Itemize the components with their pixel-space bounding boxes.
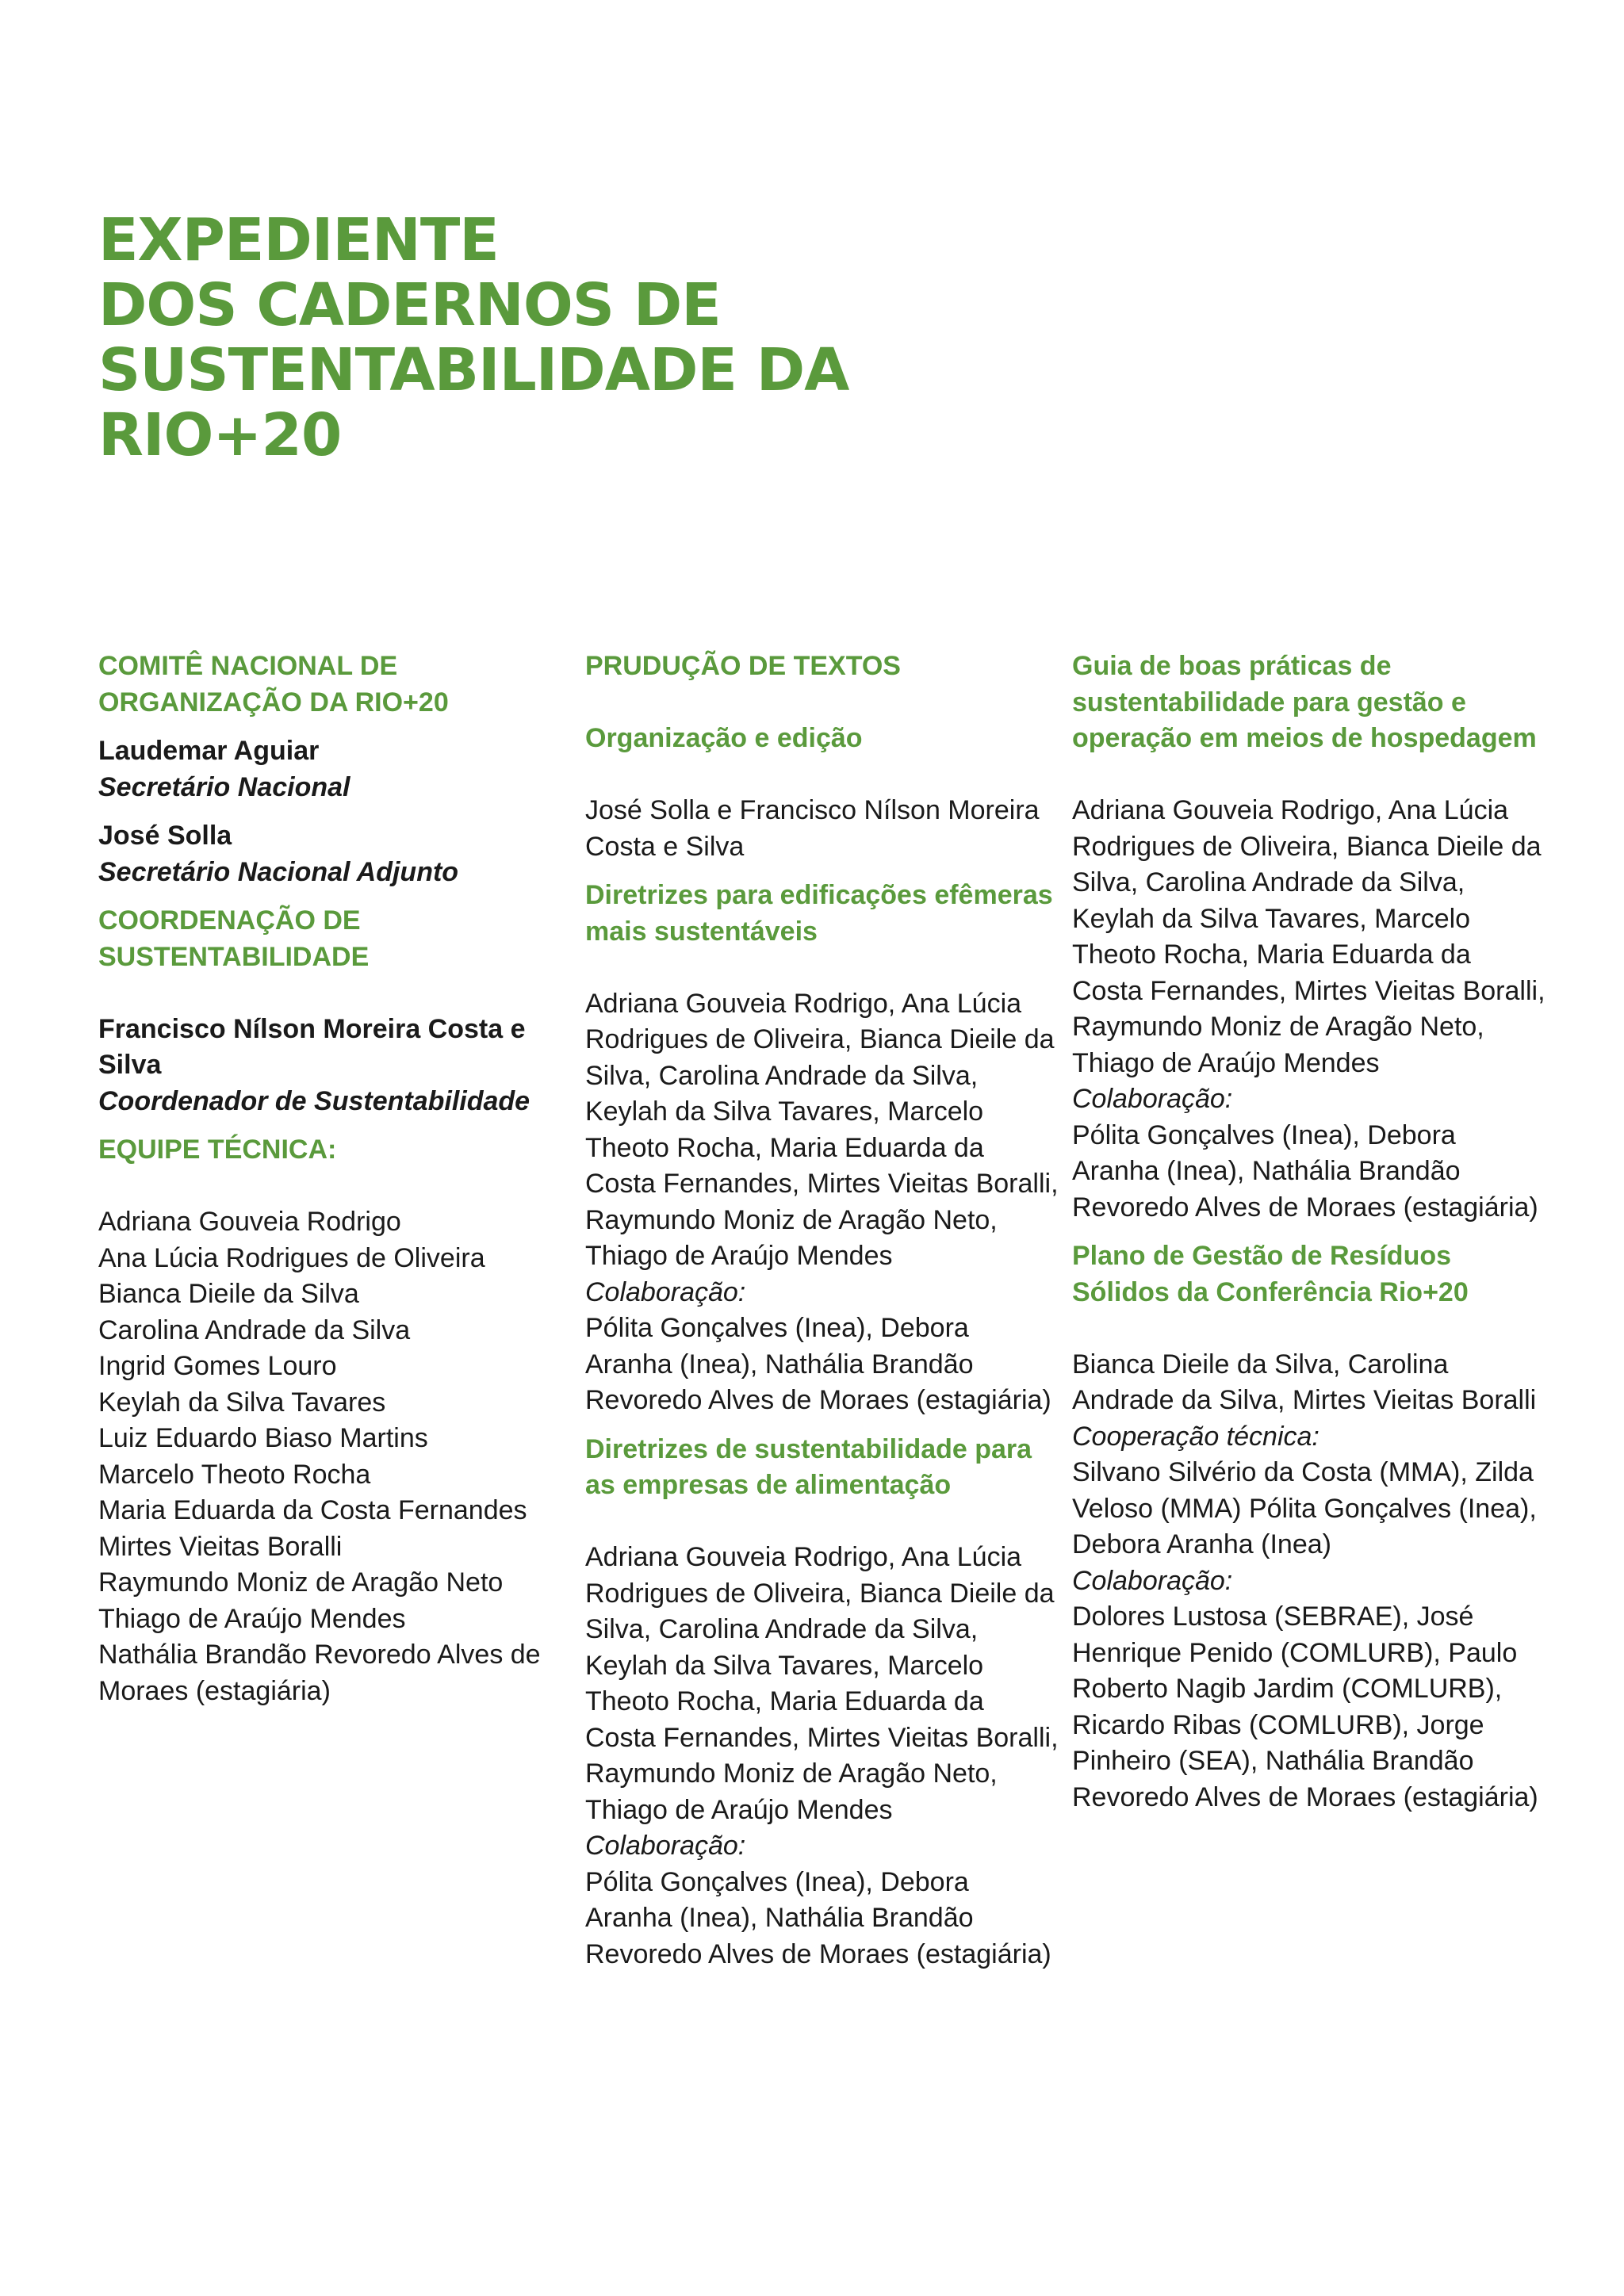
list-item: Thiago de Araújo Mendes [98, 1603, 406, 1634]
cooperacao-credits: Silvano Silvério da Costa (MMA), Zilda Veloso (MMA) Pólita Gonçalves (Inea), Debora Aranha (Inea) [1072, 1457, 1537, 1559]
organizacao-credits: José Solla e Francisco Nílson Moreira Costa e Silva [585, 795, 1040, 862]
column-guides [1072, 649, 1548, 1816]
title-line-2: DOS CADERNOS DE [98, 271, 721, 339]
hospedagem-credits: Adriana Gouveia Rodrigo, Ana Lúcia Rodrigues de Oliveira, Bianca Dieile da Silva, Carolina Andrade da Silva, Keylah da Silva Tavares, Marcelo Theoto Rocha, Maria Eduarda da Costa Fernandes, Mirtes Vieitas Boralli, Raymundo Moniz de Aragão Neto, Thiago de Araújo Mendes [1072, 795, 1545, 1078]
person-name: José Solla [98, 821, 232, 851]
section-heading-residuos: Plano de Gestão de Resíduos Sólidos da Conferência Rio+20 [1072, 1241, 1469, 1307]
section-heading-hospedagem: Guia de boas práticas de sustentabilidade para gestão e operação em meios de hospedagem [1072, 651, 1537, 753]
colaboracao-credits: Pólita Gonçalves (Inea), Debora Aranha (Inea), Nathália Brandão Revoredo Alves de Moraes (estagiária) [585, 1866, 1051, 1969]
alimentacao-credits: Adriana Gouveia Rodrigo, Ana Lúcia Rodrigues de Oliveira, Bianca Dieile da Silva, Carolina Andrade da Silva, Keylah da Silva Tavares, Marcelo Theoto Rocha, Maria Eduarda da Costa Fernandes, Mirtes Vieitas Boralli, Raymundo Moniz de Aragão Neto, Thiago de Araújo Mendes [585, 1542, 1059, 1825]
colaboracao-label: Colaboração: [1072, 1084, 1233, 1114]
page-title [98, 208, 848, 468]
colaboracao-label: Colaboração: [585, 1831, 746, 1861]
list-item: Carolina Andrade da Silva [98, 1314, 411, 1345]
column-text-production [585, 649, 1061, 1973]
person-role: Secretário Nacional [98, 771, 350, 802]
colaboracao-credits: Pólita Gonçalves (Inea), Debora Aranha (Inea), Nathália Brandão Revoredo Alves de Moraes (estagiária) [585, 1313, 1051, 1415]
edificacoes-credits: Adriana Gouveia Rodrigo, Ana Lúcia Rodrigues de Oliveira, Bianca Dieile da Silva, Carolina Andrade da Silva, Keylah da Silva Tavares, Marcelo Theoto Rocha, Maria Eduarda da Costa Fernandes, Mirtes Vieitas Boralli, Raymundo Moniz de Aragão Neto, Thiago de Araújo Mendes [585, 988, 1059, 1271]
person-role: Coordenador de Sustentabilidade [98, 1085, 530, 1116]
list-item: Ingrid Gomes Louro [98, 1351, 337, 1381]
column-committee [98, 649, 574, 1709]
person-name: Francisco Nílson Moreira Costa e Silva [98, 1013, 526, 1080]
section-heading-equipe: EQUIPE TÉCNICA: [98, 1135, 337, 1165]
list-item: Mirtes Vieitas Boralli [98, 1531, 343, 1562]
list-item: Nathália Brandão Revoredo Alves de Moraes (estagiária) [98, 1640, 541, 1706]
section-heading-organizacao: Organização e edição [585, 723, 863, 753]
list-item: Raymundo Moniz de Aragão Neto [98, 1567, 504, 1598]
person-name: Laudemar Aguiar [98, 736, 320, 766]
section-heading-producao: PRUDUÇÃO DE TEXTOS [585, 651, 901, 681]
list-item: Keylah da Silva Tavares [98, 1387, 386, 1418]
title-line-1: EXPEDIENTE [98, 206, 499, 274]
section-heading-edificacoes: Diretrizes para edificações efêmeras mais sustentáveis [585, 880, 1053, 947]
section-heading-comite: COMITÊ NACIONAL DE ORGANIZAÇÃO DA RIO+20 [98, 651, 449, 718]
colaboracao-credits: Pólita Gonçalves (Inea), Debora Aranha (Inea), Nathália Brandão Revoredo Alves de Moraes (estagiária) [1072, 1119, 1538, 1223]
list-item: Adriana Gouveia Rodrigo [98, 1207, 401, 1237]
colaboracao-label: Colaboração: [1072, 1565, 1233, 1596]
section-heading-alimentacao: Diretrizes de sustentabilidade para as empresas de alimentação [585, 1433, 1032, 1500]
list-item: Bianca Dieile da Silva [98, 1279, 359, 1309]
residuos-credits: Bianca Dieile da Silva, Carolina Andrade da Silva, Mirtes Vieitas Boralli [1072, 1349, 1537, 1415]
cooperacao-label: Cooperação técnica: [1072, 1421, 1320, 1452]
list-item: Maria Eduarda da Costa Fernandes [98, 1495, 527, 1525]
title-line-4: RIO+20 [98, 401, 342, 469]
section-heading-coordenacao: COORDENAÇÃO DE SUSTENTABILIDADE [98, 905, 370, 972]
colaboracao-label: Colaboração: [585, 1276, 746, 1307]
colaboracao-credits: Dolores Lustosa (SEBRAE), José Henrique Penido (COMLURB), Paulo Roberto Nagib Jardim (COMLURB), Ricardo Ribas (COMLURB), Jorge Pinheiro (SEA), Nathália Brandão Revoredo Alves de Moraes (estagiária) [1072, 1601, 1538, 1812]
title-line-3: SUSTENTABILIDADE DA [98, 336, 849, 404]
list-item: Marcelo Theoto Rocha [98, 1459, 371, 1490]
list-item: Luiz Eduardo Biaso Martins [98, 1423, 428, 1453]
person-role: Secretário Nacional Adjunto [98, 856, 459, 887]
list-item: Ana Lúcia Rodrigues de Oliveira [98, 1242, 485, 1273]
equipe-list [98, 1204, 574, 1709]
